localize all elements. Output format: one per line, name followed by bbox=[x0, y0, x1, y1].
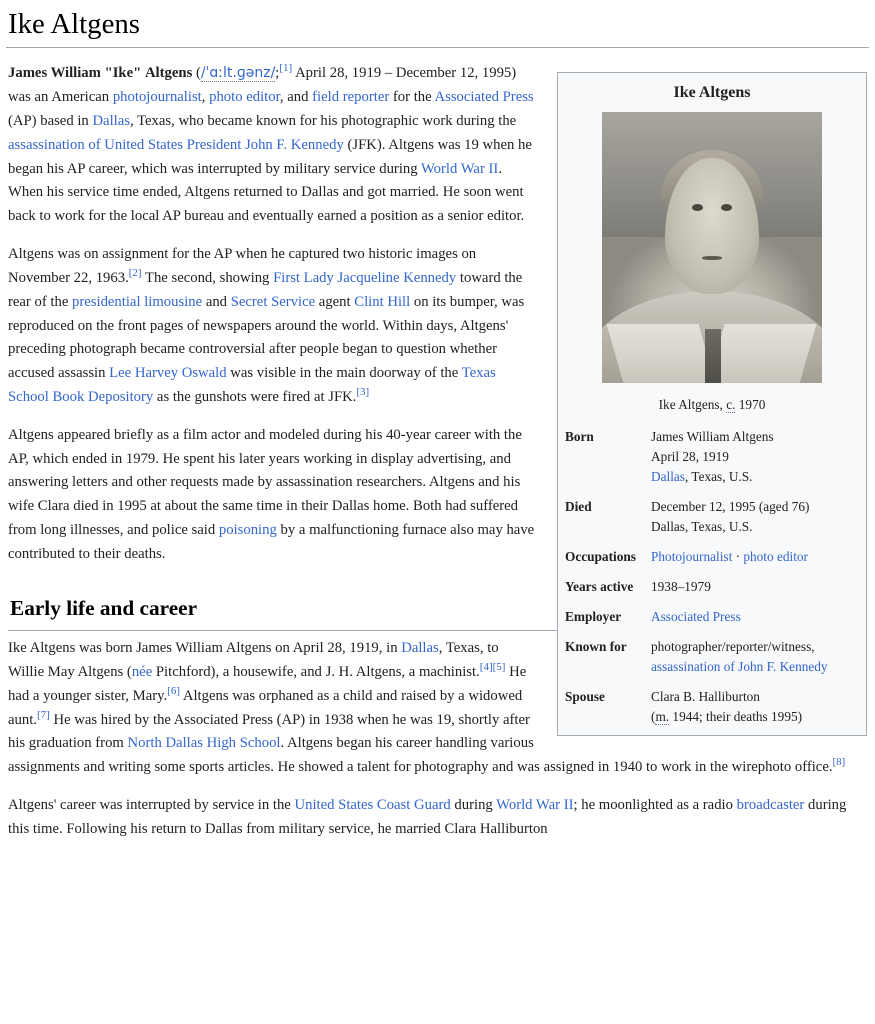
known-for-text: photographer/reporter/witness, bbox=[651, 638, 815, 654]
infobox-value-occupations bbox=[647, 542, 863, 572]
infobox-label-employer: Employer bbox=[565, 608, 622, 624]
known-for-link[interactable]: assassination of John F. Kennedy bbox=[651, 658, 828, 674]
link-poisoning[interactable]: poisoning bbox=[218, 522, 277, 539]
el-p1-text-1: Ike Altgens was born James William Altgens on April 28, 1919, in bbox=[8, 640, 402, 657]
reference-1[interactable]: [1] bbox=[279, 62, 293, 75]
infobox-row-died bbox=[561, 492, 863, 542]
reference-3[interactable]: [3] bbox=[356, 386, 370, 399]
infobox-value-died bbox=[647, 492, 863, 542]
el-p1-text-4: He had a younger sister, Mary. bbox=[8, 663, 527, 704]
subject-nickname: "Ike" bbox=[104, 65, 142, 82]
infobox-row-employer bbox=[561, 602, 863, 632]
link-dallas[interactable]: Dallas bbox=[92, 113, 130, 130]
link-texas-school-book-depository[interactable]: Texas School Book Depository bbox=[8, 365, 496, 405]
infobox-title: Ike Altgens bbox=[673, 84, 751, 102]
link-secret-service[interactable]: Secret Service bbox=[230, 293, 316, 310]
infobox-label-years-active: Years active bbox=[565, 579, 634, 595]
infobox-value-spouse bbox=[647, 682, 863, 732]
born-date: April 28, 1919 bbox=[651, 449, 729, 465]
lead-tail: . When his service time ended, Altgens returned to Dallas and got married. He soon went back to work for the local AP bureau and eventually earned a position as a senior editor. bbox=[8, 160, 525, 225]
caption-text-post: 1970 bbox=[735, 397, 766, 413]
p3-text-2: by a malfunctioning furnace also may have contributed to their deaths. bbox=[8, 522, 535, 562]
spouse-name: Clara B. Halliburton bbox=[651, 688, 760, 704]
p2-text-3: toward the rear of the bbox=[8, 269, 523, 310]
p2-text-8: as the gunshots were fired at JFK. bbox=[153, 388, 357, 405]
died-place: Dallas, Texas, U.S. bbox=[651, 519, 753, 535]
born-place-link[interactable]: Dallas bbox=[651, 469, 685, 485]
section-heading-early-life: Early life and career bbox=[8, 591, 867, 632]
occupation-link-photojournalist[interactable]: Photojournalist bbox=[651, 549, 733, 565]
reference-2[interactable]: [2] bbox=[128, 267, 142, 280]
link-associated-press[interactable]: Associated Press bbox=[434, 89, 534, 106]
link-broadcaster[interactable]: broadcaster bbox=[736, 797, 805, 814]
occupation-link-photo-editor[interactable]: photo editor bbox=[743, 549, 808, 565]
el-p2-text-1: Altgens' career was interrupted by service in the bbox=[8, 797, 295, 814]
married-abbr: m. bbox=[655, 708, 670, 724]
el-p2-text-4: during this time. Following his return to Dallas from military service, he married Clara Halliburton bbox=[8, 797, 847, 837]
link-nee[interactable]: née bbox=[131, 663, 153, 680]
p2-text-6: on its bumper, was reproduced on the front pages of newspapers around the world. Within days, Altgens' preceding photograph became controversial after people began to question whether accused assassin bbox=[8, 293, 525, 382]
link-photojournalist[interactable]: photojournalist bbox=[112, 89, 202, 106]
infobox-label-occupations: Occupations bbox=[565, 549, 636, 565]
employer-link[interactable]: Associated Press bbox=[651, 608, 741, 624]
born-place-rest: , Texas, U.S. bbox=[684, 469, 753, 485]
lead-texas-who: , Texas, who became known for his photographic work during the bbox=[129, 113, 517, 130]
caption-text-pre: Ike Altgens, bbox=[658, 397, 727, 413]
lead-jfk-text: (JFK). Altgens was 19 when he began his AP career, which was interrupted by military service during bbox=[8, 136, 532, 177]
infobox-row-occupations bbox=[561, 542, 863, 572]
link-presidential-limousine[interactable]: presidential limousine bbox=[72, 293, 203, 310]
el-p1-text-6: He was hired by the Associated Press (AP) in 1938 when he was 19, shortly after his graduation from bbox=[8, 711, 530, 752]
el-p2-text-3: ; he moonlighted as a radio bbox=[573, 797, 737, 814]
lead-for-the: for the bbox=[389, 89, 435, 106]
link-world-war-ii-2[interactable]: World War II bbox=[496, 797, 574, 814]
el-p1-text-5: Altgens was orphaned as a child and raised by a widowed aunt. bbox=[8, 687, 523, 728]
link-assassination-jfk[interactable]: assassination of United States President John F. Kennedy bbox=[8, 136, 344, 153]
reference-4[interactable]: [4] bbox=[479, 661, 493, 674]
infobox bbox=[557, 72, 867, 735]
lead-birth-death: April 28, 1919 – December 12, 1995) was an American bbox=[8, 65, 517, 106]
el-p1-text-3: Pitchford), a housewife, and J. H. Altgens, a machinist. bbox=[152, 663, 480, 680]
p2-text-7: was visible in the main doorway of the bbox=[226, 365, 462, 382]
el-p2-text-2: during bbox=[450, 797, 497, 814]
link-jacqueline-kennedy[interactable]: First Lady Jacqueline Kennedy bbox=[273, 269, 457, 286]
reference-5[interactable]: [5] bbox=[492, 661, 506, 674]
infobox-caption bbox=[561, 391, 863, 422]
died-date: December 12, 1995 (aged 76) bbox=[651, 499, 810, 515]
p2-text-2: The second, showing bbox=[141, 269, 274, 286]
circa-abbr: c. bbox=[726, 397, 736, 413]
link-clint-hill[interactable]: Clint Hill bbox=[354, 293, 411, 310]
infobox-label-spouse: Spouse bbox=[565, 688, 605, 704]
el-p1-text-2: , Texas, to Willie May Altgens ( bbox=[8, 640, 499, 680]
lead-ap-based: (AP) based in bbox=[8, 113, 93, 130]
page-title: Ike Altgens bbox=[6, 0, 869, 48]
infobox-label-born: Born bbox=[565, 429, 594, 445]
link-photo-editor[interactable]: photo editor bbox=[209, 89, 280, 106]
p2-text-5: agent bbox=[315, 293, 355, 310]
infobox-label-died: Died bbox=[565, 499, 592, 515]
ipa-open-paren: ( bbox=[195, 65, 201, 82]
infobox-value-known-for bbox=[647, 632, 863, 682]
infobox-value-years-active: 1938–1979 bbox=[651, 579, 711, 595]
ipa-semicolon: ; bbox=[275, 65, 280, 82]
subject-name-part1: James William bbox=[8, 65, 101, 82]
subject-name-part2: Altgens bbox=[144, 65, 193, 82]
early-life-paragraph-2 bbox=[8, 794, 867, 842]
infobox-row-born bbox=[561, 422, 863, 492]
reference-6[interactable]: [6] bbox=[167, 684, 180, 697]
article-content bbox=[6, 62, 869, 855]
reference-7[interactable]: [7] bbox=[36, 708, 50, 721]
infobox-table bbox=[561, 422, 863, 731]
infobox-value-employer bbox=[647, 602, 863, 632]
link-dallas-early-life[interactable]: Dallas bbox=[401, 640, 439, 657]
spouse-dates: 1944; their deaths 1995) bbox=[669, 708, 803, 724]
infobox-image[interactable] bbox=[561, 112, 863, 391]
p2-text-4: and bbox=[202, 293, 231, 310]
reference-8[interactable]: [8] bbox=[832, 756, 846, 769]
lead-comma-1: , bbox=[201, 89, 210, 106]
el-p1-text-7: . Altgens began his career handling various assignments and writing some sports articles. He showed a talent for photography and was assigned in 1940 to work in the wirephoto office. bbox=[8, 735, 833, 776]
link-north-dallas-high-school[interactable]: North Dallas High School bbox=[127, 735, 281, 752]
occupation-separator: · bbox=[735, 549, 741, 565]
infobox-value-born bbox=[647, 422, 863, 492]
born-name: James William Altgens bbox=[651, 429, 774, 445]
spouse-paren: ( bbox=[651, 708, 656, 724]
infobox-label-known-for: Known for bbox=[565, 638, 627, 654]
p3-text-1: Altgens appeared briefly as a film actor and modeled during his 40-year career with the AP, which ended in 1979. He spent his later years working in display advertising, and answering letters and other requests made by assassination researchers. Altgens and his wife Clara died in 1995 at about the same time in their Dallas home. Both had suffered from long illnesses, and police said bbox=[8, 426, 522, 539]
link-field-reporter[interactable]: field reporter bbox=[312, 89, 390, 106]
portrait-photo[interactable] bbox=[602, 112, 822, 383]
link-world-war-ii[interactable]: World War II bbox=[421, 160, 499, 177]
infobox-row-years-active bbox=[561, 572, 863, 602]
lead-comma-2: , and bbox=[279, 89, 313, 106]
link-lee-harvey-oswald[interactable]: Lee Harvey Oswald bbox=[109, 365, 227, 382]
infobox-row-spouse bbox=[561, 682, 863, 732]
link-us-coast-guard[interactable]: United States Coast Guard bbox=[294, 797, 451, 814]
p2-text-1: Altgens was on assignment for the AP when he captured two historic images on November 22, 1963. bbox=[8, 246, 477, 286]
ipa-pronunciation-link[interactable]: /ˈɑːlt.ɡənz/ bbox=[200, 65, 276, 82]
infobox-row-known-for bbox=[561, 632, 863, 682]
